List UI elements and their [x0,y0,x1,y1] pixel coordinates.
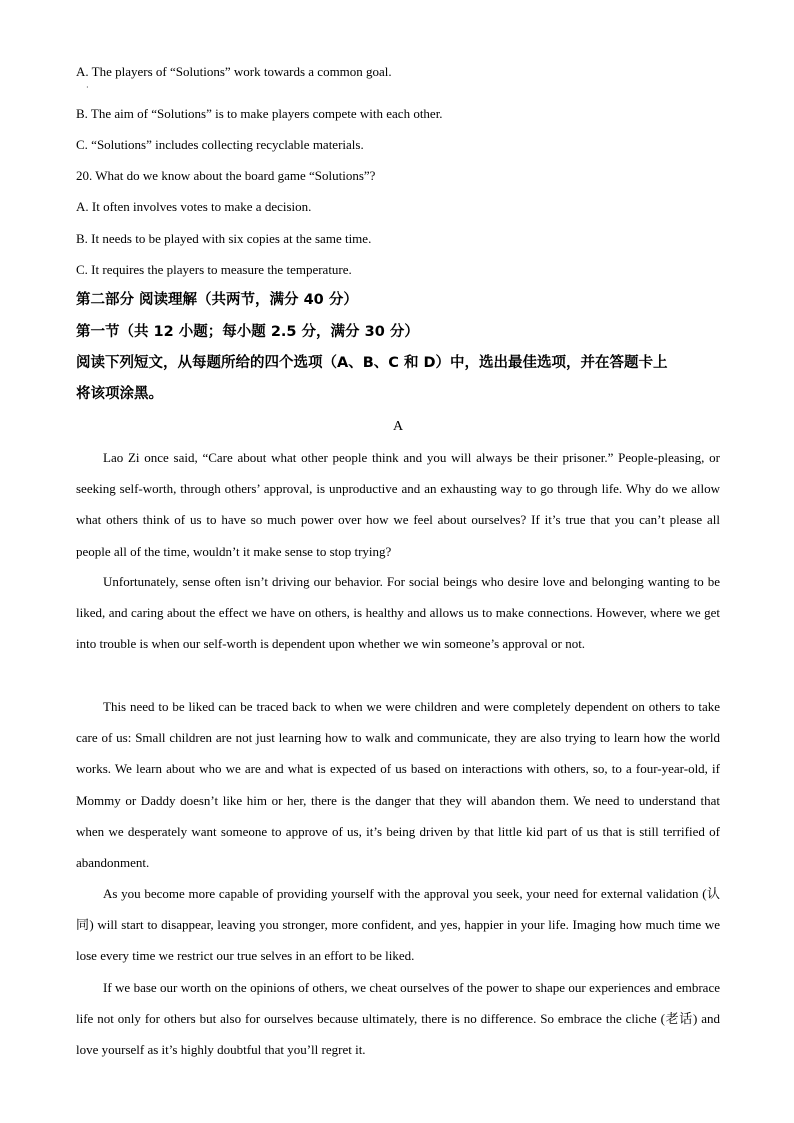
q19-option-a-mark: · [86,83,89,92]
q20-option-a: A. It often involves votes to make a decision. [76,199,312,214]
passage-paragraph-3: This need to be liked can be traced back to when we were children and were completely dependent on others to take care of us: Small children are not just learning how to walk and communicate, they are also trying to learn how the world works. We learn about who we are and what is expected of us based on interactions with others, so, to a four-year-old, if Mommy or Daddy doesn’t like him or her, there is the danger that they will abandon them. We need to understand that when we desperately want someone to approve of us, it’s being driven by that little kid part of us that is still terrified of abandonment. [76,699,720,871]
passage-paragraph-2: Unfortunately, sense often isn’t driving our behavior. For social beings who desire love and belonging wanting to be liked, and caring about the effect we have on others, is healthy and allows us to make connections. However, where we get into trouble is when our self-worth is dependent upon whether we win someone’s approval or not. [76,574,720,652]
q20-option-c: C. It requires the players to measure the temperature. [76,262,352,277]
q19-option-c: C. “Solutions” includes collecting recyclable materials. [76,137,364,152]
section-sub-title: 第一节（共 12 小题；每小题 2.5 分，满分 30 分） [76,324,419,340]
section-instruction-line1: 阅读下列短文，从每题所给的四个选项（A、B、C 和 D）中，选出最佳选项，并在答题卡上 [76,355,668,371]
q19-option-b: B. The aim of “Solutions” is to make players compete with each other. [76,106,443,121]
section-part-title: 第二部分 阅读理解（共两节，满分 40 分） [76,292,358,308]
q20-stem: 20. What do we know about the board game “Solutions”? [76,168,376,183]
q20-option-b: B. It needs to be played with six copies at the same time. [76,231,372,246]
passage-paragraph-5: If we base our worth on the opinions of others, we cheat ourselves of the power to shape our experiences and embrace life not only for others but also for ourselves because ultimately, there is no difference. So embrace the cliche (老话) and love yourself as it’s highly doubtful that you’ll regret it. [76,980,720,1058]
passage-paragraph-1: Lao Zi once said, “Care about what other people think and you will always be their prisoner.” People-pleasing, or seeking self-worth, through others’ approval, is unproductive and an exhausting way to go through life. Why do we allow what others think of us to have so much power over how we feel about ourselves? If it’s true that you can’t please all people all of the time, wouldn’t it make sense to stop trying? [76,450,720,559]
q19-option-a: A. The players of “Solutions” work towards a common goal. [76,64,392,79]
passage-paragraph-4: As you become more capable of providing yourself with the approval you seek, your need for external validation (认同) will start to disappear, leaving you stronger, more confident, and yes, happier in your life. Imaging how much time we lose every time we restrict our true selves in an effort to be liked. [76,886,720,964]
section-instruction-line2: 将该项涂黑。 [76,386,163,402]
passage-label: A [392,419,404,434]
